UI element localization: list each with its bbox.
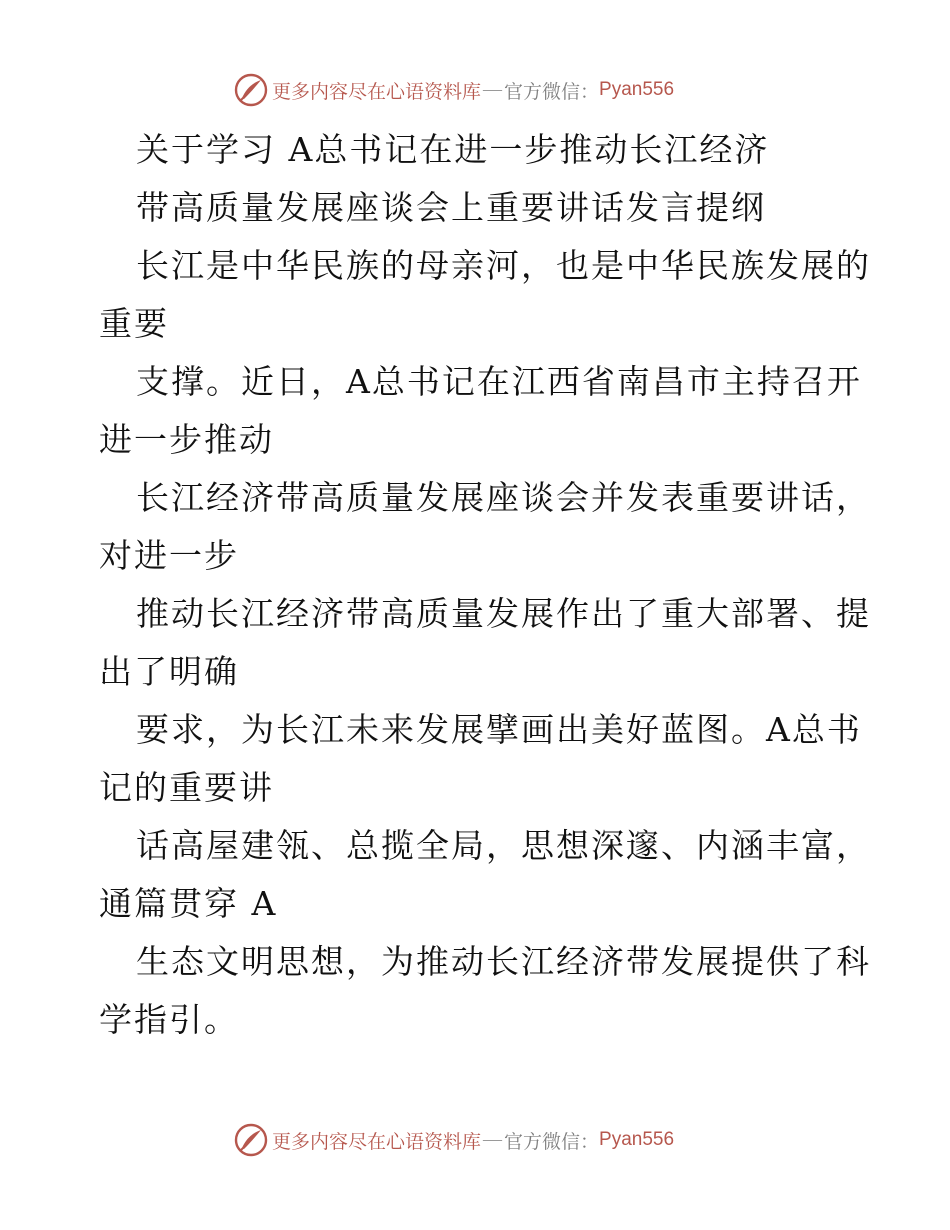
watermark-separator: — [483,79,503,100]
paragraph-line: 通篇贯穿 A [99,884,278,923]
paragraph-line: 长江经济带高质量发展座谈会并发表重要讲话， [136,478,871,517]
paragraph-line: 对进一步 [99,536,239,575]
watermark-contact-label: 官方微信： [504,1130,600,1153]
watermark-contact-id: Pyan556 [599,79,675,100]
watermark-contact-label: 官方微信： [504,80,600,103]
watermark-contact-id: Pyan556 [599,1129,675,1150]
paragraph-line: 进一步推动 [99,420,274,459]
watermark-brand: 更多内容尽在心语资料库 [272,80,482,103]
document-title-line-2: 带高质量发展座谈会上重要讲话发言提纲 [136,188,766,227]
paragraph-line: 要求，为长江未来发展擘画出美好蓝图。A总书 [136,710,862,749]
paragraph-line: 学指引。 [99,1000,239,1039]
paragraph-line: 重要 [99,304,169,343]
document-title-line-1: 关于学习 A总书记在进一步推动长江经济 [136,130,770,169]
paragraph-line: 出了明确 [99,652,239,691]
pen-logo-icon [234,1123,268,1157]
paragraph-line: 支撑。近日，A总书记在江西省南昌市主持召开 [136,362,862,401]
footer-watermark [234,1122,674,1158]
watermark-separator: — [483,1129,503,1150]
header-watermark [234,72,674,108]
paragraph-line: 记的重要讲 [99,768,274,807]
pen-logo-icon [234,73,268,107]
paragraph-line: 话高屋建瓴、总揽全局，思想深邃、内涵丰富， [136,826,871,865]
paragraph-line: 生态文明思想，为推动长江经济带发展提供了科 [136,942,871,981]
watermark-brand: 更多内容尽在心语资料库 [272,1130,482,1153]
paragraph-line: 长江是中华民族的母亲河，也是中华民族发展的 [136,246,871,285]
paragraph-line: 推动长江经济带高质量发展作出了重大部署、提 [136,594,871,633]
